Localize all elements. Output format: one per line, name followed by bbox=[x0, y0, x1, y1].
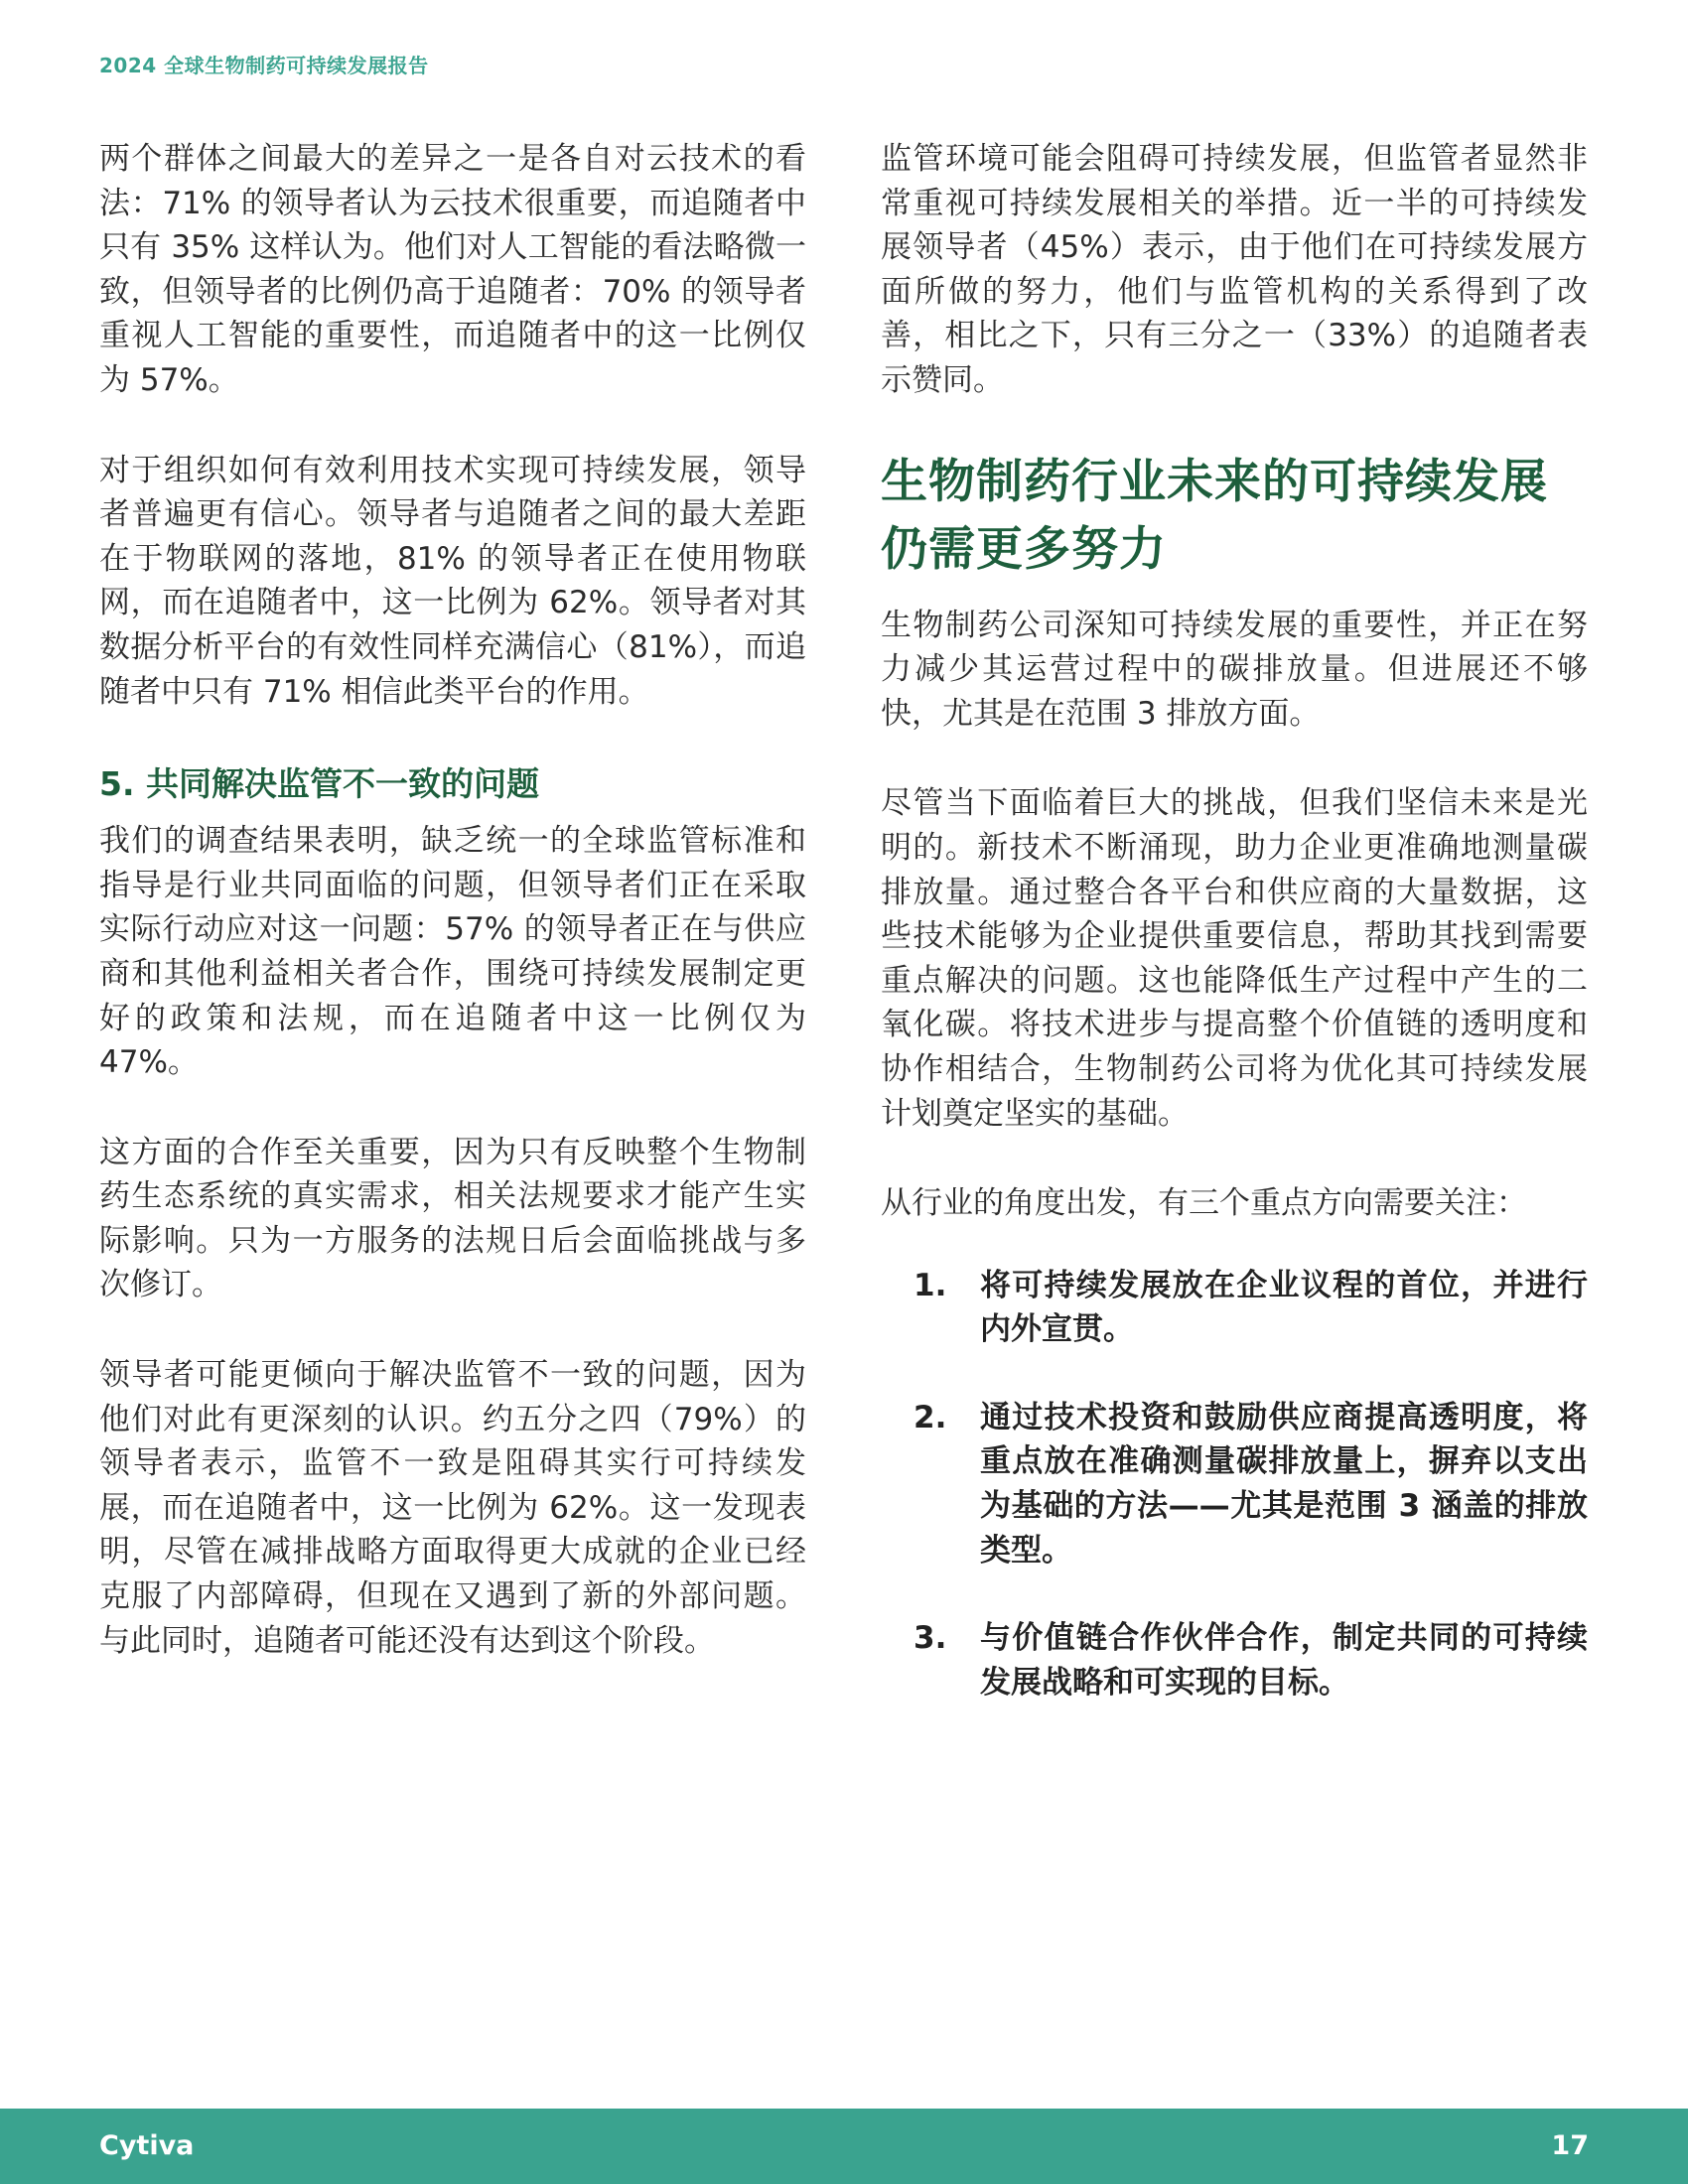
paragraph-iot-confidence: 对于组织如何有效利用技术实现可持续发展，领导者普遍更有信心。领导者与追随者之间的最大差距在于物联网的落地，81% 的领导者正在使用物联网，而在追随者中，这一比例为 62%。领导者对其数据分析平台的有效性同样充满信心（81%），而追随者中只有 71% 相信此类平台的作用。 bbox=[99, 452, 806, 710]
paragraph-emissions-progress: 生物制药公司深知可持续发展的重要性，并正在努力减少其运营过程中的碳排放量。但进展还不够快，尤其是在范围 3 排放方面。 bbox=[881, 607, 1588, 732]
section-heading-future: 生物制药行业未来的可持续发展仍需更多努力 bbox=[881, 454, 1548, 577]
page-number: 17 bbox=[1551, 2130, 1589, 2161]
list-item-number: 1. bbox=[914, 1267, 947, 1303]
list-item bbox=[881, 1616, 1588, 1705]
list-item-number: 3. bbox=[914, 1620, 947, 1657]
list-item-text: 与价值链合作伙伴合作，制定共同的可持续发展战略和可实现的目标。 bbox=[980, 1620, 1588, 1701]
right-column bbox=[881, 137, 1588, 1748]
list-item-number: 2. bbox=[914, 1399, 947, 1435]
paragraph-focus-intro: 从行业的角度出发，有三个重点方向需要关注： bbox=[881, 1185, 1527, 1222]
paragraph-cloud-ai: 两个群体之间最大的差异之一是各自对云技术的看法：71% 的领导者认为云技术很重要，而追随者中只有 35% 这样认为。他们对人工智能的看法略微一致，但领导者的比例仍高于追随者：70% 的领导者重视人工智能的重要性，而追随者中的这一比例仅为 57%。 bbox=[99, 141, 806, 398]
paragraph-bright-future: 尽管当下面临着巨大的挑战，但我们坚信未来是光明的。新技术不断涌现，助力企业更准确地测量碳排放量。通过整合各平台和供应商的大量数据，这些技术能够为企业提供重要信息，帮助其找到需要重点解决的问题。这也能降低生产过程中产生的二氧化碳。将技术进步与提高整个价值链的透明度和协作相结合，生物制药公司将为优化其可持续发展计划奠定坚实的基础。 bbox=[881, 785, 1588, 1132]
section-heading-regulation: 5. 共同解决监管不一致的问题 bbox=[99, 764, 539, 804]
list-item bbox=[881, 1396, 1588, 1572]
paragraph-regulation-leaders: 领导者可能更倾向于解决监管不一致的问题，因为他们对此有更深刻的认识。约五分之四（79%）的领导者表示，监管不一致是阻碍其实行可持续发展，而在追随者中，这一比例为 62%。这一发现表明，尽管在减排战略方面取得更大成就的企业已经克服了内部障碍，但现在又遇到了新的外部问题。与此同时，追随者可能还没有达到这个阶段。 bbox=[99, 1357, 806, 1659]
left-column bbox=[99, 137, 806, 1708]
focus-list bbox=[881, 1264, 1588, 1706]
list-item bbox=[881, 1264, 1588, 1352]
paragraph-regulation-survey: 我们的调查结果表明，缺乏统一的全球监管标准和指导是行业共同面临的问题，但领导者们正在采取实际行动应对这一问题：57% 的领导者正在与供应商和其他利益相关者合作，围绕可持续发展制定更好的政策和法规，而在追随者中这一比例仅为 47%。 bbox=[99, 823, 806, 1081]
footer-brand: Cytiva bbox=[99, 2130, 195, 2161]
paragraph-collaboration: 这方面的合作至关重要，因为只有反映整个生物制药生态系统的真实需求，相关法规要求才能产生实际影响。只为一方服务的法规日后会面临挑战与多次修订。 bbox=[99, 1134, 806, 1303]
list-item-text: 将可持续发展放在企业议程的首位，并进行内外宣贯。 bbox=[980, 1267, 1588, 1348]
paragraph-regulators: 监管环境可能会阻碍可持续发展，但监管者显然非常重视可持续发展相关的举措。近一半的可持续发展领导者（45%）表示，由于他们在可持续发展方面所做的努力，他们与监管机构的关系得到了改善，相比之下，只有三分之一（33%）的追随者表示赞同。 bbox=[881, 141, 1588, 398]
report-header-title: 2024 全球生物制药可持续发展报告 bbox=[99, 54, 429, 77]
footer-bar bbox=[0, 2109, 1688, 2184]
list-item-text: 通过技术投资和鼓励供应商提高透明度，将重点放在准确测量碳排放量上，摒弃以支出为基础的方法——尤其是范围 3 涵盖的排放类型。 bbox=[980, 1399, 1588, 1569]
